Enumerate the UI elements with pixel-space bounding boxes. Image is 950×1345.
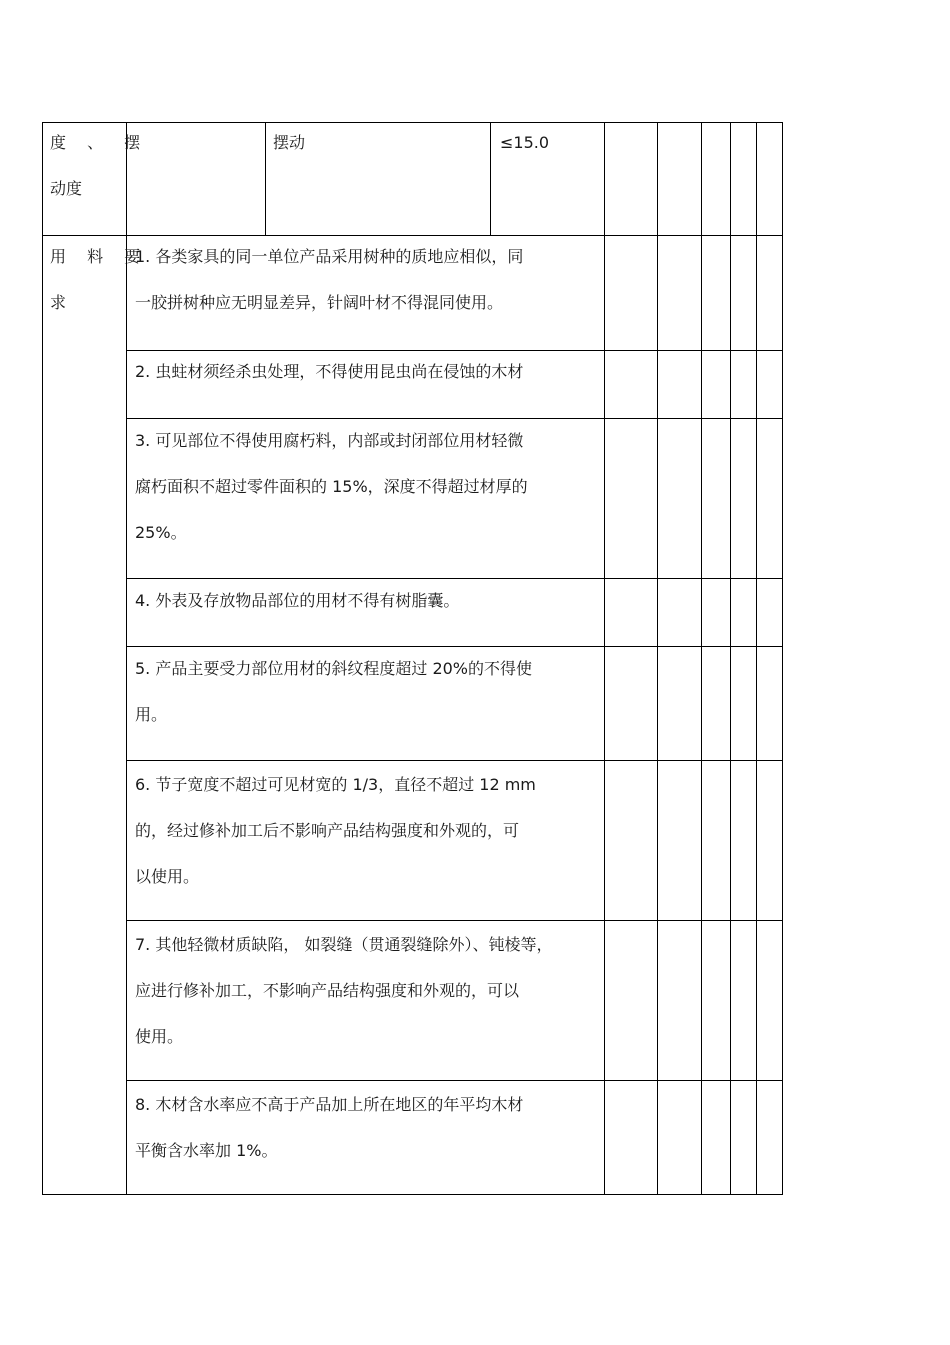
col-divider [126, 122, 127, 1195]
criterion-8 [135, 1082, 523, 1174]
criterion-line: 8. 木材含水率应不高于产品加上所在地区的年平均木材 [135, 1095, 524, 1114]
criterion-line: 一胶拼树种应无明显差异，针阔叶材不得混同使用。 [135, 293, 504, 312]
criterion-line: 1. 各类家具的同一单位产品采用树种的质地应相似，同 [135, 247, 524, 266]
criterion-line: 3. 可见部位不得使用腐朽料，内部或封闭部位用材轻微 [135, 431, 524, 450]
item-label: 摆动 [273, 133, 306, 152]
criterion-4 [135, 578, 459, 624]
criterion-2 [135, 349, 523, 395]
category-label: 动度 [50, 179, 83, 198]
col-divider [604, 122, 605, 1195]
criterion-line: 以使用。 [135, 867, 200, 886]
col-divider [701, 122, 702, 1195]
criterion-1 [135, 234, 523, 326]
col-divider [730, 122, 731, 1195]
criterion-line: 7. 其他轻微材质缺陷， 如裂缝（贯通裂缝除外）、钝棱等， [135, 935, 553, 954]
col-divider [490, 122, 491, 236]
criterion-line: 腐朽面积不超过零件面积的 15%，深度不得超过材厚的 [135, 477, 528, 496]
table-border-right [782, 122, 783, 1195]
criterion-line: 使用。 [135, 1027, 184, 1046]
criterion-line: 25%。 [135, 523, 187, 542]
criterion-line: 用。 [135, 705, 168, 724]
table-border-top [42, 122, 783, 123]
standards-table [42, 122, 783, 1195]
table-border-bottom [42, 1194, 783, 1195]
criterion-line: 2. 虫蛀材须经杀虫处理，不得使用昆虫尚在侵蚀的木材 [135, 362, 524, 381]
row-divider [126, 760, 783, 761]
criterion-3 [135, 418, 528, 556]
row-divider [126, 1080, 783, 1081]
criterion-line: 6. 节子宽度不超过可见材宽的 1/3，直径不超过 12 mm [135, 775, 536, 794]
category-label: 用 料 要 [50, 247, 149, 266]
value-cell: ≤15.0 [500, 133, 550, 152]
criterion-6 [135, 762, 536, 900]
criterion-line: 的，经过修补加工后不影响产品结构强度和外观的，可 [135, 821, 520, 840]
col-divider [756, 122, 757, 1195]
category-label: 度 、 摆 [50, 133, 149, 152]
col-divider [657, 122, 658, 1195]
criterion-5 [135, 646, 532, 738]
row-divider [126, 920, 783, 921]
criterion-line: 应进行修补加工，不影响产品结构强度和外观的，可以 [135, 981, 520, 1000]
category-label: 求 [50, 293, 67, 312]
criterion-line: 5. 产品主要受力部位用材的斜纹程度超过 20%的不得使 [135, 659, 533, 678]
table-border-left [42, 122, 43, 1195]
col-divider [265, 122, 266, 236]
criterion-line: 平衡含水率加 1%。 [135, 1141, 278, 1160]
criterion-7 [135, 922, 552, 1060]
criterion-line: 4. 外表及存放物品部位的用材不得有树脂囊。 [135, 591, 460, 610]
